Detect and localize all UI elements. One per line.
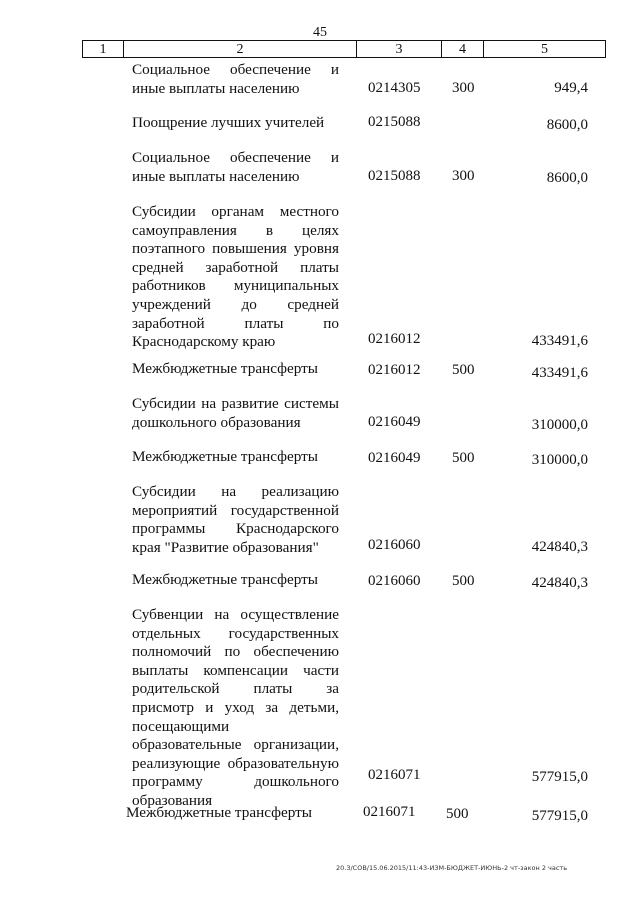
row-type: 300 [452, 168, 475, 184]
row-code: 0215088 [368, 114, 421, 130]
row-amount: 949,4 [554, 80, 588, 96]
header-col-4: 4 [442, 40, 484, 58]
row-description: Субсидии на развитие системы дошкольного образования [132, 395, 339, 431]
row-amount: 310000,0 [531, 417, 588, 433]
page-number: 45 [313, 25, 327, 40]
row-code: 0214305 [368, 80, 421, 96]
row-description: Межбюджетные трансферты [132, 571, 318, 588]
row-amount: 577915,0 [531, 769, 588, 785]
header-col-1: 1 [82, 40, 124, 58]
row-description: Социальное обеспечение и иные выплаты населению [132, 149, 339, 185]
row-description: Субвенции на осуществление отдельных государственных полномочий по обеспечению выплаты компенсации части родительской платы за присмотр и уход за детьми, посещающими образовательные организации, реализующие образовательную программу дошкольного образования [132, 606, 339, 809]
row-type: 300 [452, 80, 475, 96]
row-amount: 577915,0 [531, 808, 588, 824]
row-description: Межбюджетные трансферты [132, 448, 318, 465]
row-code: 0215088 [368, 168, 421, 184]
header-col-5: 5 [484, 40, 606, 58]
row-code: 0216071 [368, 767, 421, 783]
row-type: 500 [452, 573, 475, 589]
row-description: Межбюджетные трансферты [126, 804, 312, 821]
row-code: 0216060 [368, 537, 421, 553]
row-code: 0216049 [368, 450, 421, 466]
row-code: 0216071 [363, 804, 416, 820]
row-code: 0216060 [368, 573, 421, 589]
row-amount: 424840,3 [531, 575, 588, 591]
row-amount: 433491,6 [531, 333, 588, 349]
row-code: 0216049 [368, 414, 421, 430]
row-description: Субсидии на реализацию мероприятий государственной программы Краснодарского края "Развитие образования" [132, 483, 339, 556]
row-code: 0216012 [368, 362, 421, 378]
row-description: Субсидии органам местного самоуправления в целях поэтапного повышения уровня средней заработной платы работников муниципальных учреждений до средней заработной платы по Краснодарскому краю [132, 203, 339, 351]
header-col-2: 2 [124, 40, 357, 58]
row-code: 0216012 [368, 331, 421, 347]
row-amount: 433491,6 [531, 365, 588, 381]
row-amount: 8600,0 [546, 170, 588, 186]
row-description: Межбюджетные трансферты [132, 360, 318, 377]
row-amount: 424840,3 [531, 539, 588, 555]
row-type: 500 [452, 362, 475, 378]
row-type: 500 [446, 806, 469, 822]
row-description: Социальное обеспечение и иные выплаты населению [132, 61, 339, 97]
row-type: 500 [452, 450, 475, 466]
footer-document-id: 20.3/СОВ/15.06.2015/11:43-ИЗМ-БЮДЖЕТ-ИЮНЬ-2 чт-закон 2 часть [336, 864, 568, 872]
row-description: Поощрение лучших учителей [132, 114, 325, 131]
row-amount: 310000,0 [531, 452, 588, 468]
header-col-3: 3 [357, 40, 442, 58]
row-amount: 8600,0 [546, 117, 588, 133]
